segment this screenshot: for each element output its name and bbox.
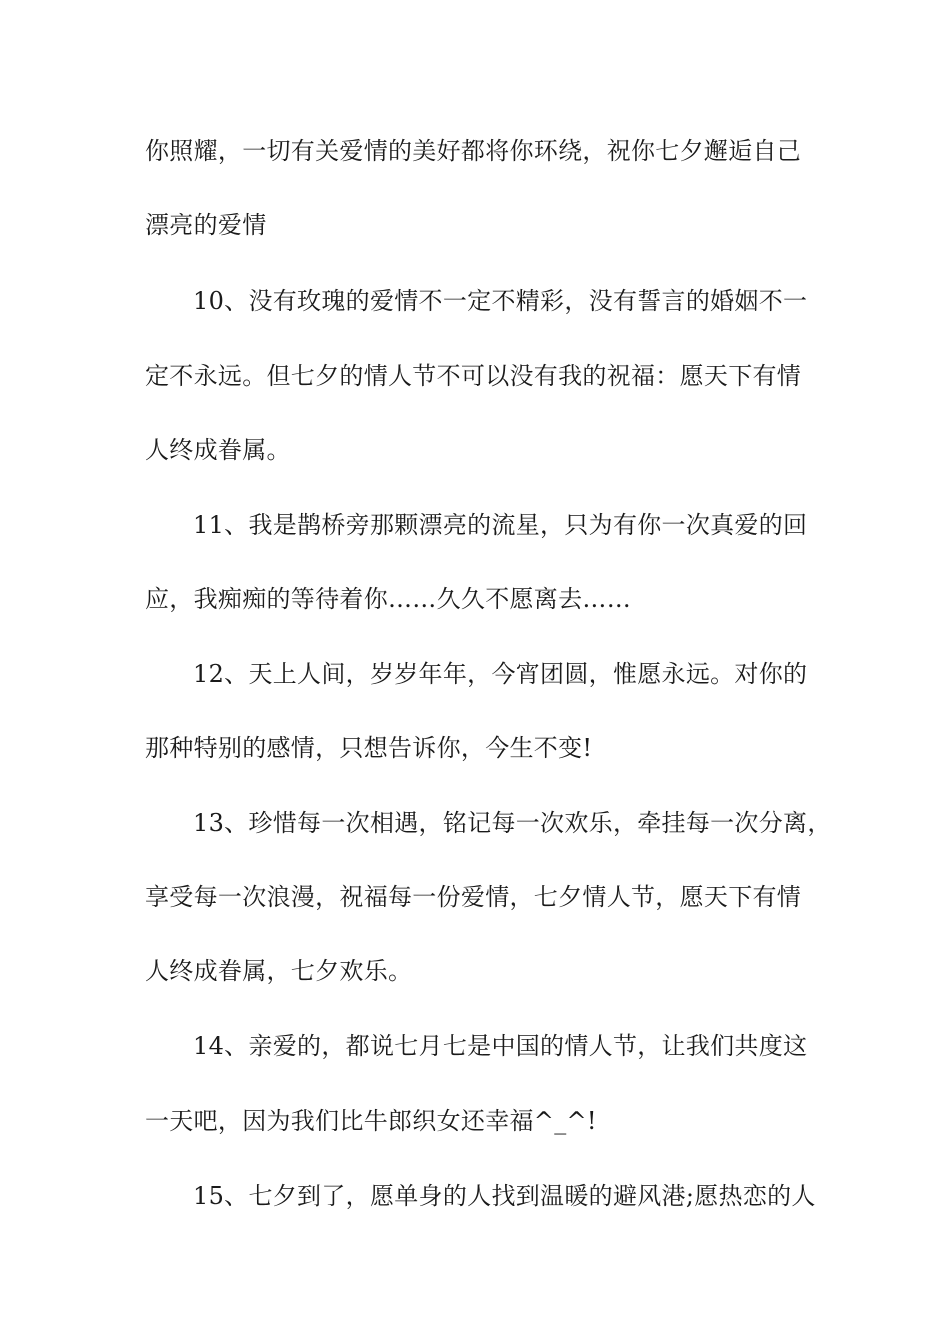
paragraph-start-line: 12、天上人间，岁岁年年，今宵团圆，惟愿永远。对你的 [193, 660, 808, 688]
paragraph-start-line: 13、珍惜每一次相遇，铭记每一次欢乐，牵挂每一次分离， [193, 809, 832, 837]
text-line: 人终成眷属，七夕欢乐。 [145, 957, 413, 985]
text-line: 定不永远。但七夕的情人节不可以没有我的祝福：愿天下有情 [145, 362, 802, 390]
text-line: 一天吧，因为我们比牛郎织女还幸福^_^! [145, 1107, 597, 1135]
text-line: 应，我痴痴的等待着你……久久不愿离去…… [145, 585, 631, 613]
text-line: 享受每一次浪漫，祝福每一份爱情，七夕情人节，愿天下有情 [145, 883, 802, 911]
paragraph-start-line: 15、七夕到了，愿单身的人找到温暖的避风港;愿热恋的人 [193, 1182, 816, 1210]
text-line: 人终成眷属。 [145, 436, 291, 464]
text-line: 那种特别的感情，只想告诉你，今生不变! [145, 734, 593, 762]
paragraph-start-line: 14、亲爱的，都说七月七是中国的情人节，让我们共度这 [193, 1032, 808, 1060]
paragraph-start-line: 10、没有玫瑰的爱情不一定不精彩，没有誓言的婚姻不一 [193, 287, 808, 315]
text-line: 漂亮的爱情 [145, 211, 267, 239]
paragraph-start-line: 11、我是鹊桥旁那颗漂亮的流星，只为有你一次真爱的回 [193, 511, 808, 539]
text-line: 你照耀，一切有关爱情的美好都将你环绕，祝你七夕邂逅自己 [145, 137, 802, 165]
